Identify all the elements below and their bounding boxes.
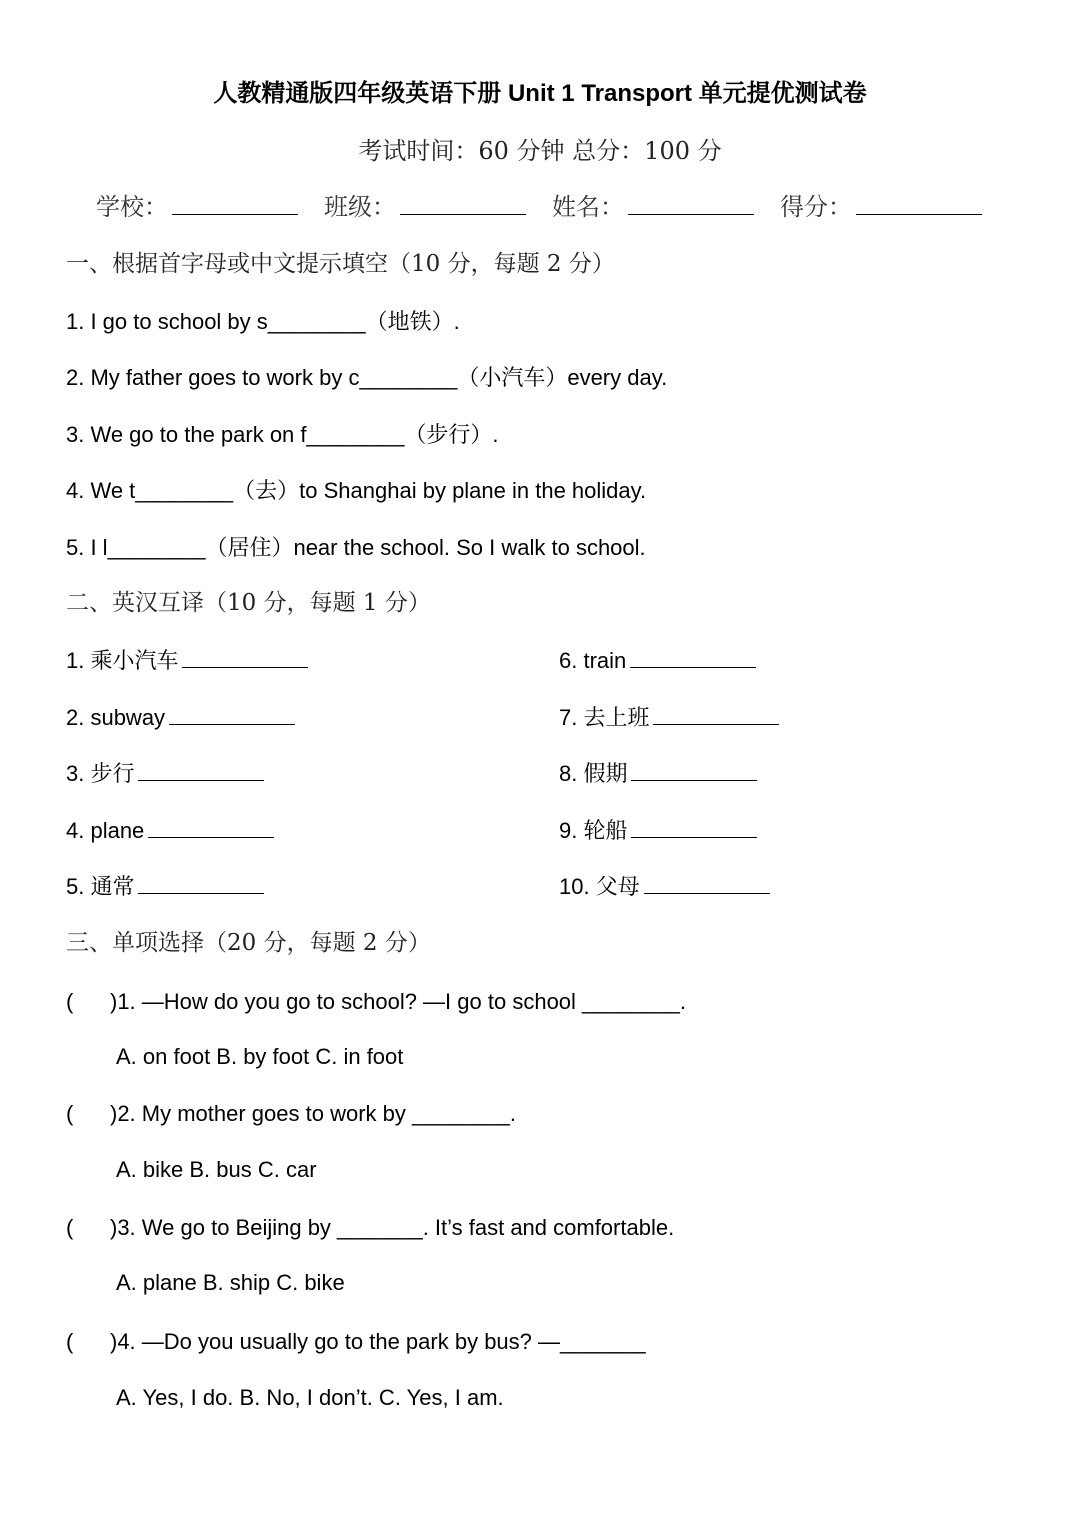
s1-item-5: 5. I l________（居住）near the school. So I walk to school. bbox=[66, 535, 646, 560]
name-blank[interactable] bbox=[628, 194, 754, 215]
s2-label-5: 5. 通常 bbox=[66, 874, 135, 899]
answer-paren[interactable]: ( bbox=[66, 1329, 74, 1354]
school-field[interactable] bbox=[96, 193, 298, 221]
s2-blank-8[interactable] bbox=[631, 760, 757, 781]
s2-item-1 bbox=[66, 647, 308, 675]
s2-label-6: 6. train bbox=[559, 648, 627, 673]
s2-item-7 bbox=[559, 704, 779, 732]
score-label: 得分： bbox=[780, 193, 852, 221]
answer-paren[interactable]: ( bbox=[66, 1215, 74, 1240]
s3-question-text: )2. My mother goes to work by ________. bbox=[110, 1101, 516, 1126]
s1-item-4: 4. We t________（去）to Shanghai by plane in the holiday. bbox=[66, 478, 647, 503]
s2-label-8: 8. 假期 bbox=[559, 761, 628, 786]
s3-question-3 bbox=[66, 1214, 674, 1242]
s2-item-3 bbox=[66, 760, 264, 788]
s2-blank-7[interactable] bbox=[653, 704, 779, 725]
s3-question-text: )4. —Do you usually go to the park by bus? —_______ bbox=[110, 1329, 646, 1354]
s2-blank-4[interactable] bbox=[148, 817, 274, 838]
exam-title: 人教精通版四年级英语下册 Unit 1 Transport 单元提优测试卷 bbox=[213, 80, 867, 107]
name-field[interactable] bbox=[552, 193, 754, 221]
s2-label-10: 10. 父母 bbox=[559, 874, 640, 899]
s2-item-2 bbox=[66, 704, 295, 732]
class-field[interactable] bbox=[324, 193, 526, 221]
s2-label-3: 3. 步行 bbox=[66, 761, 135, 786]
s2-blank-6[interactable] bbox=[630, 647, 756, 668]
s2-item-4 bbox=[66, 817, 274, 845]
exam-subtitle: 考试时间：60 分钟 总分：100 分 bbox=[358, 137, 722, 165]
s3-question-text: )1. —How do you go to school? —I go to school ________. bbox=[110, 989, 687, 1014]
s2-blank-1[interactable] bbox=[182, 647, 308, 668]
s2-item-9 bbox=[559, 817, 757, 845]
class-label: 班级： bbox=[324, 193, 396, 221]
s1-item-2: 2. My father goes to work by c________（小汽车）every day. bbox=[66, 365, 668, 390]
answer-paren[interactable]: ( bbox=[66, 989, 74, 1014]
s2-label-7: 7. 去上班 bbox=[559, 705, 650, 730]
s3-question-2 bbox=[66, 1100, 516, 1128]
s2-blank-5[interactable] bbox=[138, 873, 264, 894]
s2-item-5 bbox=[66, 873, 264, 901]
s3-options-1: A. on foot B. by foot C. in foot bbox=[116, 1044, 404, 1069]
section3-heading: 三、单项选择（20 分，每题 2 分） bbox=[66, 930, 431, 956]
class-blank[interactable] bbox=[400, 194, 526, 215]
s2-blank-10[interactable] bbox=[644, 873, 770, 894]
score-field[interactable] bbox=[780, 193, 982, 221]
s3-options-4: A. Yes, I do. B. No, I don’t. C. Yes, I am. bbox=[116, 1385, 504, 1410]
s2-label-4: 4. plane bbox=[66, 818, 145, 843]
s3-question-text: )3. We go to Beijing by _______. It’s fast and comfortable. bbox=[110, 1215, 675, 1240]
s3-question-1 bbox=[66, 988, 686, 1016]
s2-item-6 bbox=[559, 647, 756, 675]
s2-item-8 bbox=[559, 760, 757, 788]
section2-heading: 二、英汉互译（10 分，每题 1 分） bbox=[66, 590, 431, 616]
s2-item-10 bbox=[559, 873, 770, 901]
s3-question-4 bbox=[66, 1328, 646, 1356]
s2-label-2: 2. subway bbox=[66, 705, 166, 730]
school-blank[interactable] bbox=[172, 194, 298, 215]
school-label: 学校： bbox=[96, 193, 168, 221]
s3-options-3: A. plane B. ship C. bike bbox=[116, 1270, 345, 1295]
name-label: 姓名： bbox=[552, 193, 624, 221]
answer-paren[interactable]: ( bbox=[66, 1101, 74, 1126]
s2-blank-3[interactable] bbox=[138, 760, 264, 781]
s2-label-1: 1. 乘小汽车 bbox=[66, 648, 179, 673]
section1-heading: 一、根据首字母或中文提示填空（10 分，每题 2 分） bbox=[66, 251, 615, 277]
s1-item-1: 1. I go to school by s________（地铁）. bbox=[66, 309, 460, 334]
s2-blank-9[interactable] bbox=[631, 817, 757, 838]
s3-options-2: A. bike B. bus C. car bbox=[116, 1157, 317, 1182]
s2-label-9: 9. 轮船 bbox=[559, 818, 628, 843]
s2-blank-2[interactable] bbox=[169, 704, 295, 725]
score-blank[interactable] bbox=[856, 194, 982, 215]
s1-item-3: 3. We go to the park on f________（步行）. bbox=[66, 422, 499, 447]
